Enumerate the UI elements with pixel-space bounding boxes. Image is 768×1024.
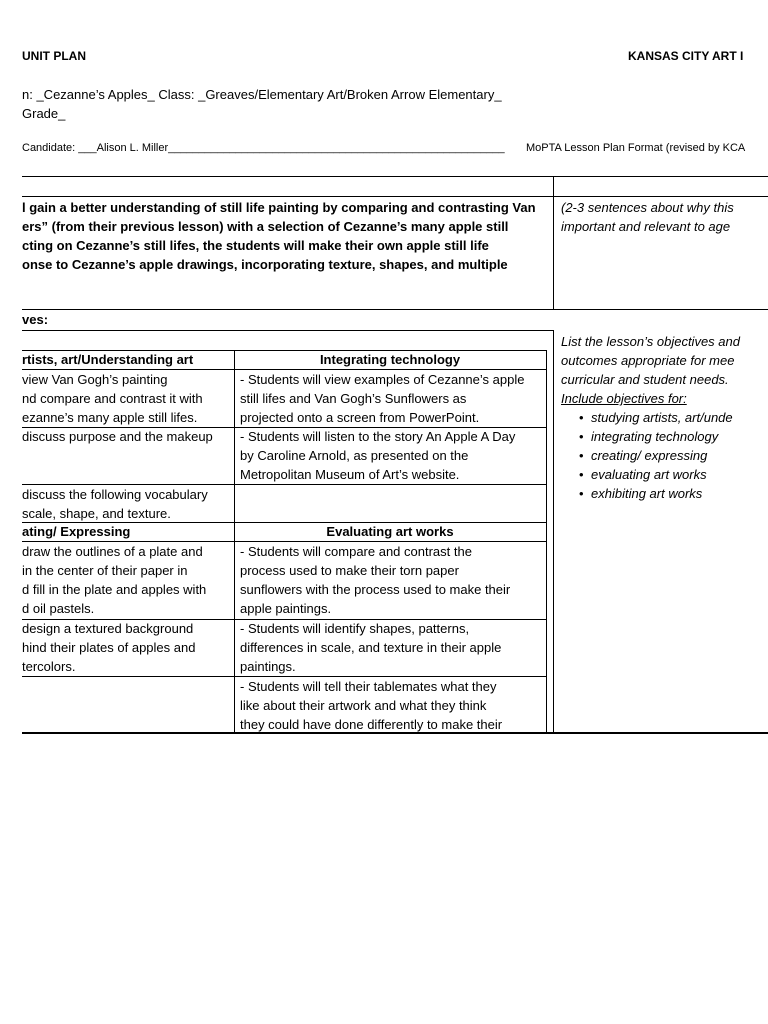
list-item: • evaluating art works <box>579 465 740 484</box>
divider-objectives <box>553 330 554 732</box>
table-cell: - Students will view examples of Cezanne’s apple still lifes and Van Gogh’s Sunflowers as projected onto a screen from PowerPoint. <box>240 372 525 425</box>
table-cell: - Students will compare and contrast the process used to make their torn paper sunflowers with the process used to make their apple paintings. <box>240 544 511 616</box>
table-cell: discuss purpose and the makeup <box>22 429 213 444</box>
inner-divider-right <box>546 350 547 732</box>
table-cell: discuss the following vocabulary scale, shape, and texture. <box>22 487 208 521</box>
col-head-studying-artists: rtists, art/Understanding art <box>22 352 194 367</box>
table-cell: view Van Gogh’s painting nd compare and contrast it with ezanne’s many apple still lifes. <box>22 372 203 425</box>
rule-objectives-label <box>22 330 554 331</box>
candidate-line: Candidate: ___Alison L. Miller_______________________________________________________ <box>22 142 505 154</box>
grade-line: Grade_ <box>22 106 66 121</box>
include-objectives-label: Include objectives for: <box>561 391 687 406</box>
format-note: MoPTA Lesson Plan Format (revised by KCA <box>526 142 746 154</box>
col-head-evaluating-art-works: Evaluating art works <box>326 524 454 539</box>
list-item: • integrating technology <box>579 427 740 446</box>
table-cell: draw the outlines of a plate and in the center of their paper in d fill in the plate and apples with d oil pastels. <box>22 544 207 616</box>
objectives-note: List the lesson’s objectives and outcomes appropriate for mee curricular and student needs. Include objectives for: • studying artists, art/unde • integrating technology • creating/ expressing • evaluating art works • exhibiting art works <box>561 332 740 503</box>
objectives-include-list <box>579 408 740 503</box>
rule-top <box>22 176 768 177</box>
rationale-text: l gain a better understanding of still life painting by comparing and contrasting Van ers” (from their previous lesson) with a selection of Cezanne’s many apple still cting on Cezanne’s still lifes, the students will make their own apple still life onse to Cezanne’s apple drawings, incorporating texture, shapes, and multiple <box>22 200 536 272</box>
col-head-creating-expressing: ating/ Expressing <box>22 524 131 539</box>
lesson-class-line: n: _Cezanne’s Apples_ Class: _Greaves/Elementary Art/Broken Arrow Elementary_ <box>22 87 502 102</box>
rule-rationale-top <box>22 196 768 197</box>
school-heading: KANSAS CITY ART I <box>628 49 744 63</box>
list-item: • exhibiting art works <box>579 484 740 503</box>
table-cell: - Students will identify shapes, patterns, differences in scale, and texture in their apple paintings. <box>240 621 502 674</box>
table-cell: - Students will listen to the story An Apple A Day by Caroline Arnold, as presented on the Metropolitan Museum of Art’s website. <box>240 429 516 482</box>
rule-rationale-bottom <box>22 309 768 310</box>
table-cell: design a textured background hind their plates of apples and tercolors. <box>22 621 196 674</box>
rationale-note: (2-3 sentences about why this important and relevant to age <box>561 200 734 234</box>
divider-rationale <box>553 176 554 309</box>
list-item: • studying artists, art/unde <box>579 408 740 427</box>
list-item: • creating/ expressing <box>579 446 740 465</box>
objectives-label: ves: <box>22 312 49 327</box>
inner-divider-center <box>234 350 235 732</box>
unit-plan-heading: UNIT PLAN <box>22 49 86 63</box>
table-cell: - Students will tell their tablemates what they like about their artwork and what they think they could have done differently to make their <box>240 679 503 732</box>
col-head-integrating-technology: Integrating technology <box>319 352 461 367</box>
